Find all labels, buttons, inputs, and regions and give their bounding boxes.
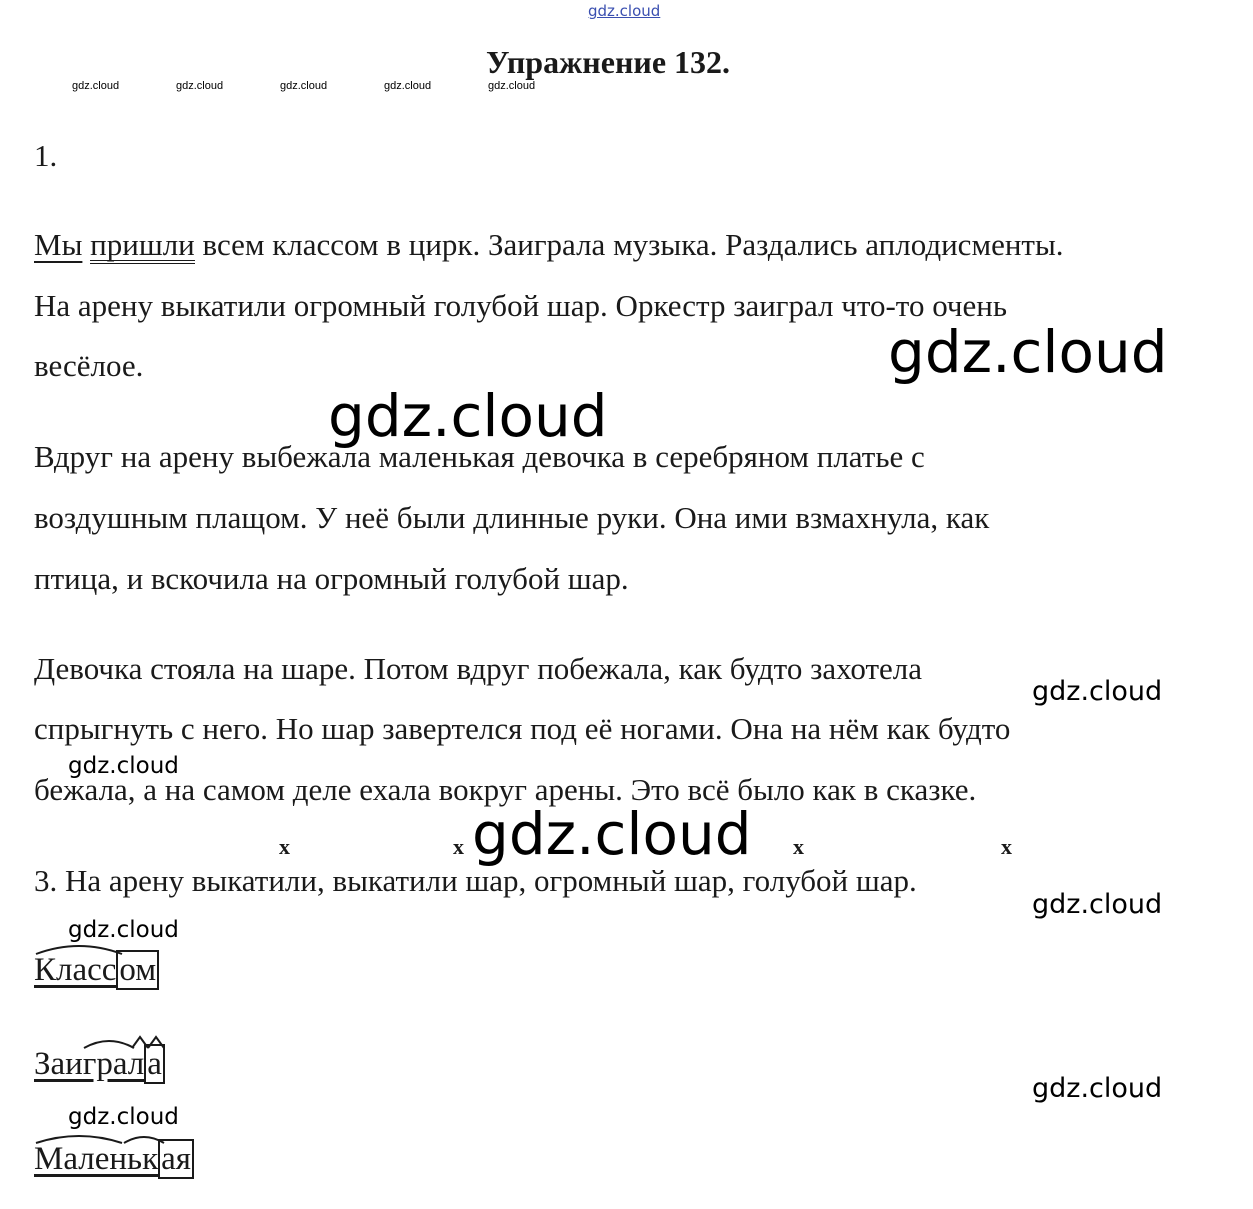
watermark-tiny: gdz.cloud <box>176 80 224 92</box>
paragraph1-line3: весёлое. <box>34 348 144 383</box>
watermark-large: gdz.cloud <box>328 382 608 450</box>
word-stem: Заиграл <box>34 1046 145 1082</box>
morpheme-marks <box>34 1129 174 1145</box>
watermark-small: gdz.cloud <box>68 753 179 779</box>
subject-word: Мы <box>34 227 83 262</box>
watermark-medium: gdz.cloud <box>1032 676 1163 707</box>
paragraph1-line2: На арену выкатили огромный голубой шар. Оркестр заиграл что-то очень <box>34 288 1007 323</box>
paragraph2-line3: птица, и вскочила на огромный голубой шар. <box>34 561 629 596</box>
morpheme-word <box>34 1046 165 1083</box>
section-number: 1. <box>34 138 58 173</box>
word-ending: ая <box>158 1139 194 1179</box>
word-ending: а <box>144 1044 165 1084</box>
word-stem: Класс <box>34 952 117 988</box>
watermark-tiny: gdz.cloud <box>384 80 432 92</box>
paragraph3-line1: Девочка стояла на шаре. Потом вдруг побежала, как будто захотела <box>34 651 923 686</box>
watermark-medium: gdz.cloud <box>1032 889 1163 920</box>
phrase-mark: x <box>279 834 290 859</box>
predicate-word: пришли <box>90 227 195 262</box>
morpheme-marks <box>34 1034 174 1050</box>
root-arc <box>34 942 124 956</box>
watermark-large: gdz.cloud <box>472 800 752 868</box>
page-title: Упражнение 132. <box>486 44 731 80</box>
paragraph1-line1 <box>34 227 1064 264</box>
word-stem: Маленьк <box>34 1141 159 1177</box>
paragraph2-line2: воздушным плащом. У неё были длинные руки. Она ими взмахнула, как <box>34 500 990 535</box>
morpheme-word <box>34 1141 194 1178</box>
watermark-small: gdz.cloud <box>68 1104 179 1130</box>
watermark-top: gdz.cloud <box>588 2 661 20</box>
paragraph3-line2: спрыгнуть с него. Но шар завертелся под её ногами. Она на нём как будто <box>34 711 1011 746</box>
phrase-mark: x <box>793 834 804 859</box>
watermark-large: gdz.cloud <box>888 318 1168 386</box>
morpheme-word <box>34 952 159 989</box>
word-ending: ом <box>116 950 159 990</box>
phrase-mark: x <box>1001 834 1012 859</box>
watermark-tiny: gdz.cloud <box>280 80 328 92</box>
watermark-tiny: gdz.cloud <box>72 80 120 92</box>
paragraph2-line1: Вдруг на арену выбежала маленькая девочка в серебряном платье с <box>34 439 925 474</box>
paragraph1-line1-rest: всем классом в цирк. Заиграла музыка. Раздались аплодисменты. <box>194 227 1064 262</box>
watermark-tiny: gdz.cloud <box>488 80 536 92</box>
section3-phrases: 3. На арену выкатили, выкатили шар, огромный шар, голубой шар. <box>34 863 917 898</box>
watermark-small: gdz.cloud <box>68 917 179 943</box>
phrase-mark: x <box>453 834 464 859</box>
watermark-medium: gdz.cloud <box>1032 1073 1163 1104</box>
paragraph3-line3: бежала, а на самом деле ехала вокруг арены. Это всё было как в сказке. <box>34 772 977 807</box>
